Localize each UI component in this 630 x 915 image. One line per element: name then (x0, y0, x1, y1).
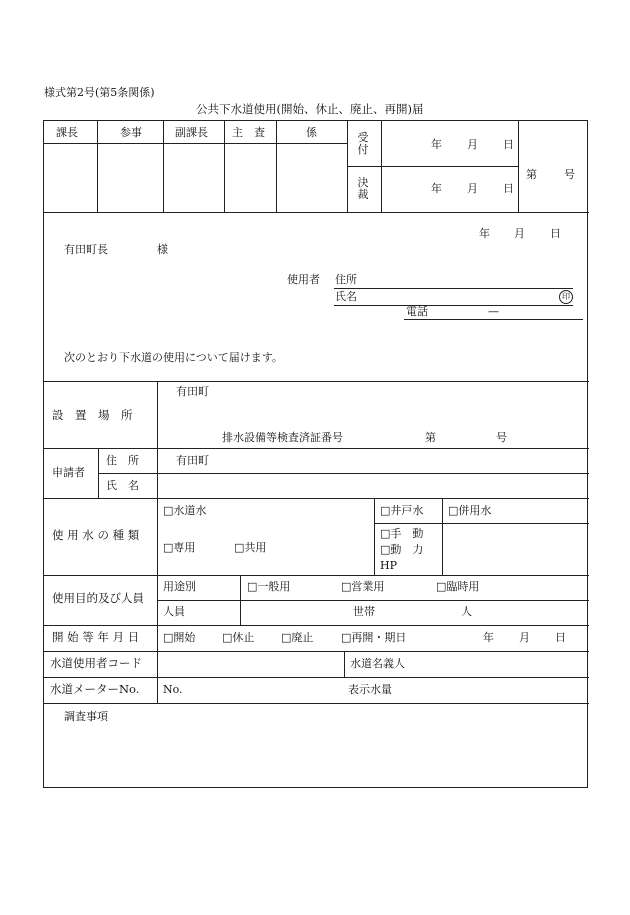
notice-month: 月 (514, 227, 525, 240)
received-year: 年 (431, 138, 442, 151)
opt-abolish: □廃止 (281, 631, 314, 644)
households-label: 世帯 (353, 605, 375, 618)
decided-label: 決裁 (357, 176, 369, 202)
applicant-address-label: 住 所 (106, 454, 139, 467)
addressee-sama: 様 (157, 243, 168, 256)
phone-label: 電話 (406, 305, 428, 318)
applicant-address-value: 有田町 (176, 454, 209, 467)
inspection-go: 号 (496, 431, 507, 444)
opt-start: □開始 (163, 631, 196, 644)
form-title: 公共下水道使用(開始、休止、廃止、再開)届 (196, 102, 424, 116)
address-label: 住所 (335, 273, 357, 286)
stamp-deputy-chief: 副課長 (175, 126, 208, 139)
start-label: 開 始 等 年 月 日 (52, 630, 140, 644)
received-day: 日 (503, 138, 514, 151)
purpose-label: 使用目的及び人員 (52, 591, 144, 605)
received-label: 受付 (357, 131, 369, 157)
reading-label: 表示水量 (348, 683, 392, 696)
opt-tapwater: □水道水 (163, 504, 207, 517)
hp-label: HP (380, 559, 397, 572)
statement: 次のとおり下水道の使用について届けます。 (64, 351, 283, 364)
holder-label: 水道名義人 (350, 657, 405, 670)
opt-resume: □再開・期日 (341, 631, 407, 644)
name-label: 氏名 (335, 290, 357, 303)
water-type-label: 使 用 水 の 種 類 (52, 528, 140, 542)
decided-month: 月 (467, 182, 478, 195)
opt-general: □一般用 (247, 580, 291, 593)
survey-label: 調査事項 (64, 710, 108, 723)
seal-mark: 印 (559, 290, 573, 304)
opt-temporary: □臨時用 (436, 580, 480, 593)
usage-label: 用途別 (163, 580, 196, 593)
number-suffix: 号 (564, 168, 575, 181)
received-month: 月 (467, 138, 478, 151)
opt-private: □専用 (163, 541, 196, 554)
location-label: 設 置 場 所 (52, 408, 133, 422)
phone-dash: — (488, 305, 499, 318)
start-month: 月 (519, 631, 530, 644)
inspection-label: 排水設備等検査済証番号 (222, 431, 343, 444)
start-year: 年 (483, 631, 494, 644)
number-prefix: 第 (526, 168, 537, 181)
opt-shared: □共用 (234, 541, 267, 554)
decided-year: 年 (431, 182, 442, 195)
opt-combined: □併用水 (448, 504, 492, 517)
opt-pause: □休止 (222, 631, 255, 644)
notice-day: 日 (550, 227, 561, 240)
stamp-chief-inspector: 主 査 (232, 126, 265, 139)
user-label: 使用者 (287, 273, 320, 286)
applicant-label: 申請者 (52, 466, 85, 479)
inspection-dai: 第 (425, 431, 436, 444)
meter-label: 水道メーターNo. (50, 682, 140, 696)
location-town: 有田町 (176, 385, 209, 398)
opt-business: □営業用 (341, 580, 385, 593)
opt-well: □井戸水 (380, 504, 424, 517)
opt-manual: □手 動 (380, 527, 424, 540)
form-number: 様式第2号(第5条関係) (44, 86, 155, 99)
start-day: 日 (555, 631, 566, 644)
stamp-section-chief: 課長 (56, 126, 78, 139)
addressee: 有田町長 (64, 243, 108, 256)
stamp-staff: 係 (306, 126, 317, 139)
notice-year: 年 (479, 227, 490, 240)
stamp-counselor: 参事 (120, 126, 142, 139)
opt-power: □動 力 (380, 543, 424, 556)
applicant-name-label: 氏 名 (106, 479, 139, 492)
persons-label: 人員 (163, 605, 185, 618)
code-label: 水道使用者コード (50, 656, 142, 670)
meter-no: No. (163, 683, 183, 696)
decided-day: 日 (503, 182, 514, 195)
application-form (43, 120, 588, 788)
persons-unit: 人 (461, 605, 472, 618)
